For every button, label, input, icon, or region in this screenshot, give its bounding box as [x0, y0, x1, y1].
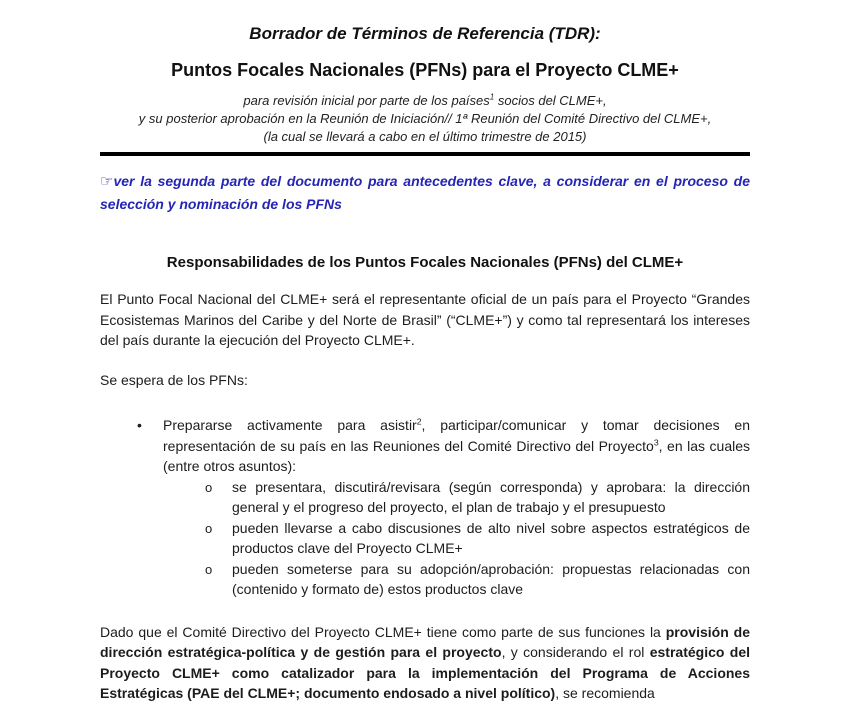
closing-run-2-bold: provisión de dirección estratégica-política y de gestión para el proyecto	[100, 623, 750, 660]
subnote-line-2: y su posterior aprobación en la Reunión de Iniciación// 1ª Reunión del Comité Directivo del CLME+,	[138, 111, 712, 126]
sub-bullet-item-1	[100, 477, 750, 518]
sub-bullet-item-3	[100, 559, 750, 600]
note-paragraph	[100, 170, 750, 215]
bullet-text-run2: , participar/comunicar y tomar decisiones en representación de su país en las Reuniones del Comité Directivo del Proyecto	[163, 417, 750, 454]
bullet-text-run1: Prepararse activamente para asistir	[163, 417, 417, 433]
sub-bullet-text: pueden someterse para su adopción/aprobación: propuestas relacionadas con (contenido y formato de) estos productos clave	[232, 560, 750, 597]
subnote-line-1-text: para revisión inicial por parte de los países	[243, 93, 490, 108]
paragraph-1: El Punto Focal Nacional del CLME+ será el representante oficial de un país para el Proyecto “Grandes Ecosistemas Marinos del Caribe y del Norte de Brasil” (“CLME+”) y como tal representará los intereses del país durante la ejecución del Proyecto CLME+.	[100, 291, 750, 348]
circle-bullet-icon: o	[205, 520, 213, 536]
sub-bullet-text: se presentara, discutirá/revisara (según corresponda) y aprobara: la dirección general y el progreso del proyecto, el plan de trabajo y el presupuesto	[232, 478, 750, 515]
sub-bullet-text: pueden llevarse a cabo discusiones de alto nivel sobre aspectos estratégicos de productos clave del Proyecto CLME+	[232, 519, 750, 556]
document-subtitle: Puntos Focales Nacionales (PFNs) para el Proyecto CLME+	[171, 60, 679, 80]
subnote-line-1-tail: socios del CLME+,	[494, 93, 607, 108]
footnote-ref-1: 1	[489, 92, 495, 102]
pointing-hand-icon: ☞	[100, 173, 114, 190]
footnote-ref-2: 2	[416, 416, 422, 427]
bullet-text-run3: , en las cuales (entre otros asuntos):	[163, 437, 751, 474]
document-title: Borrador de Términos de Referencia (TDR):	[249, 24, 601, 43]
document-subnotes	[100, 92, 750, 146]
section-heading: Responsabilidades de los Puntos Focales Nacionales (PFNs) del CLME+	[166, 254, 684, 271]
circle-bullet-icon: o	[205, 561, 213, 577]
circle-bullet-icon: o	[205, 479, 213, 495]
closing-run-1: Dado que el Comité Directivo del Proyecto CLME+ tiene como parte de sus funciones la	[100, 623, 666, 640]
bullet-item-1	[100, 415, 750, 477]
closing-run-4-bold: estratégico del Proyecto CLME+ como catalizador para la implementación del Programa de Acciones Estratégicas (PAE del CLME+; documento endosado a nivel político)	[100, 644, 750, 701]
footnote-ref-3: 3	[653, 436, 659, 447]
closing-run-3: , y considerando el rol	[501, 644, 650, 660]
document-header	[100, 22, 750, 146]
closing-run-5: , se recomienda	[555, 685, 655, 701]
note-text: ver la segunda parte del documento para antecedentes clave, a considerar en el proceso de selección y nominación de los PFNs	[100, 173, 750, 212]
closing-paragraph	[100, 622, 750, 704]
subnote-line-1	[100, 92, 750, 110]
subnote-line-3: (la cual se llevará a cabo en el último trimestre de 2015)	[263, 129, 587, 144]
bullet-icon: •	[137, 417, 142, 433]
sub-bullet-item-2	[100, 518, 750, 559]
header-divider	[100, 152, 750, 156]
list-intro: Se espera de los PFNs:	[100, 371, 248, 388]
page-content	[100, 0, 750, 704]
